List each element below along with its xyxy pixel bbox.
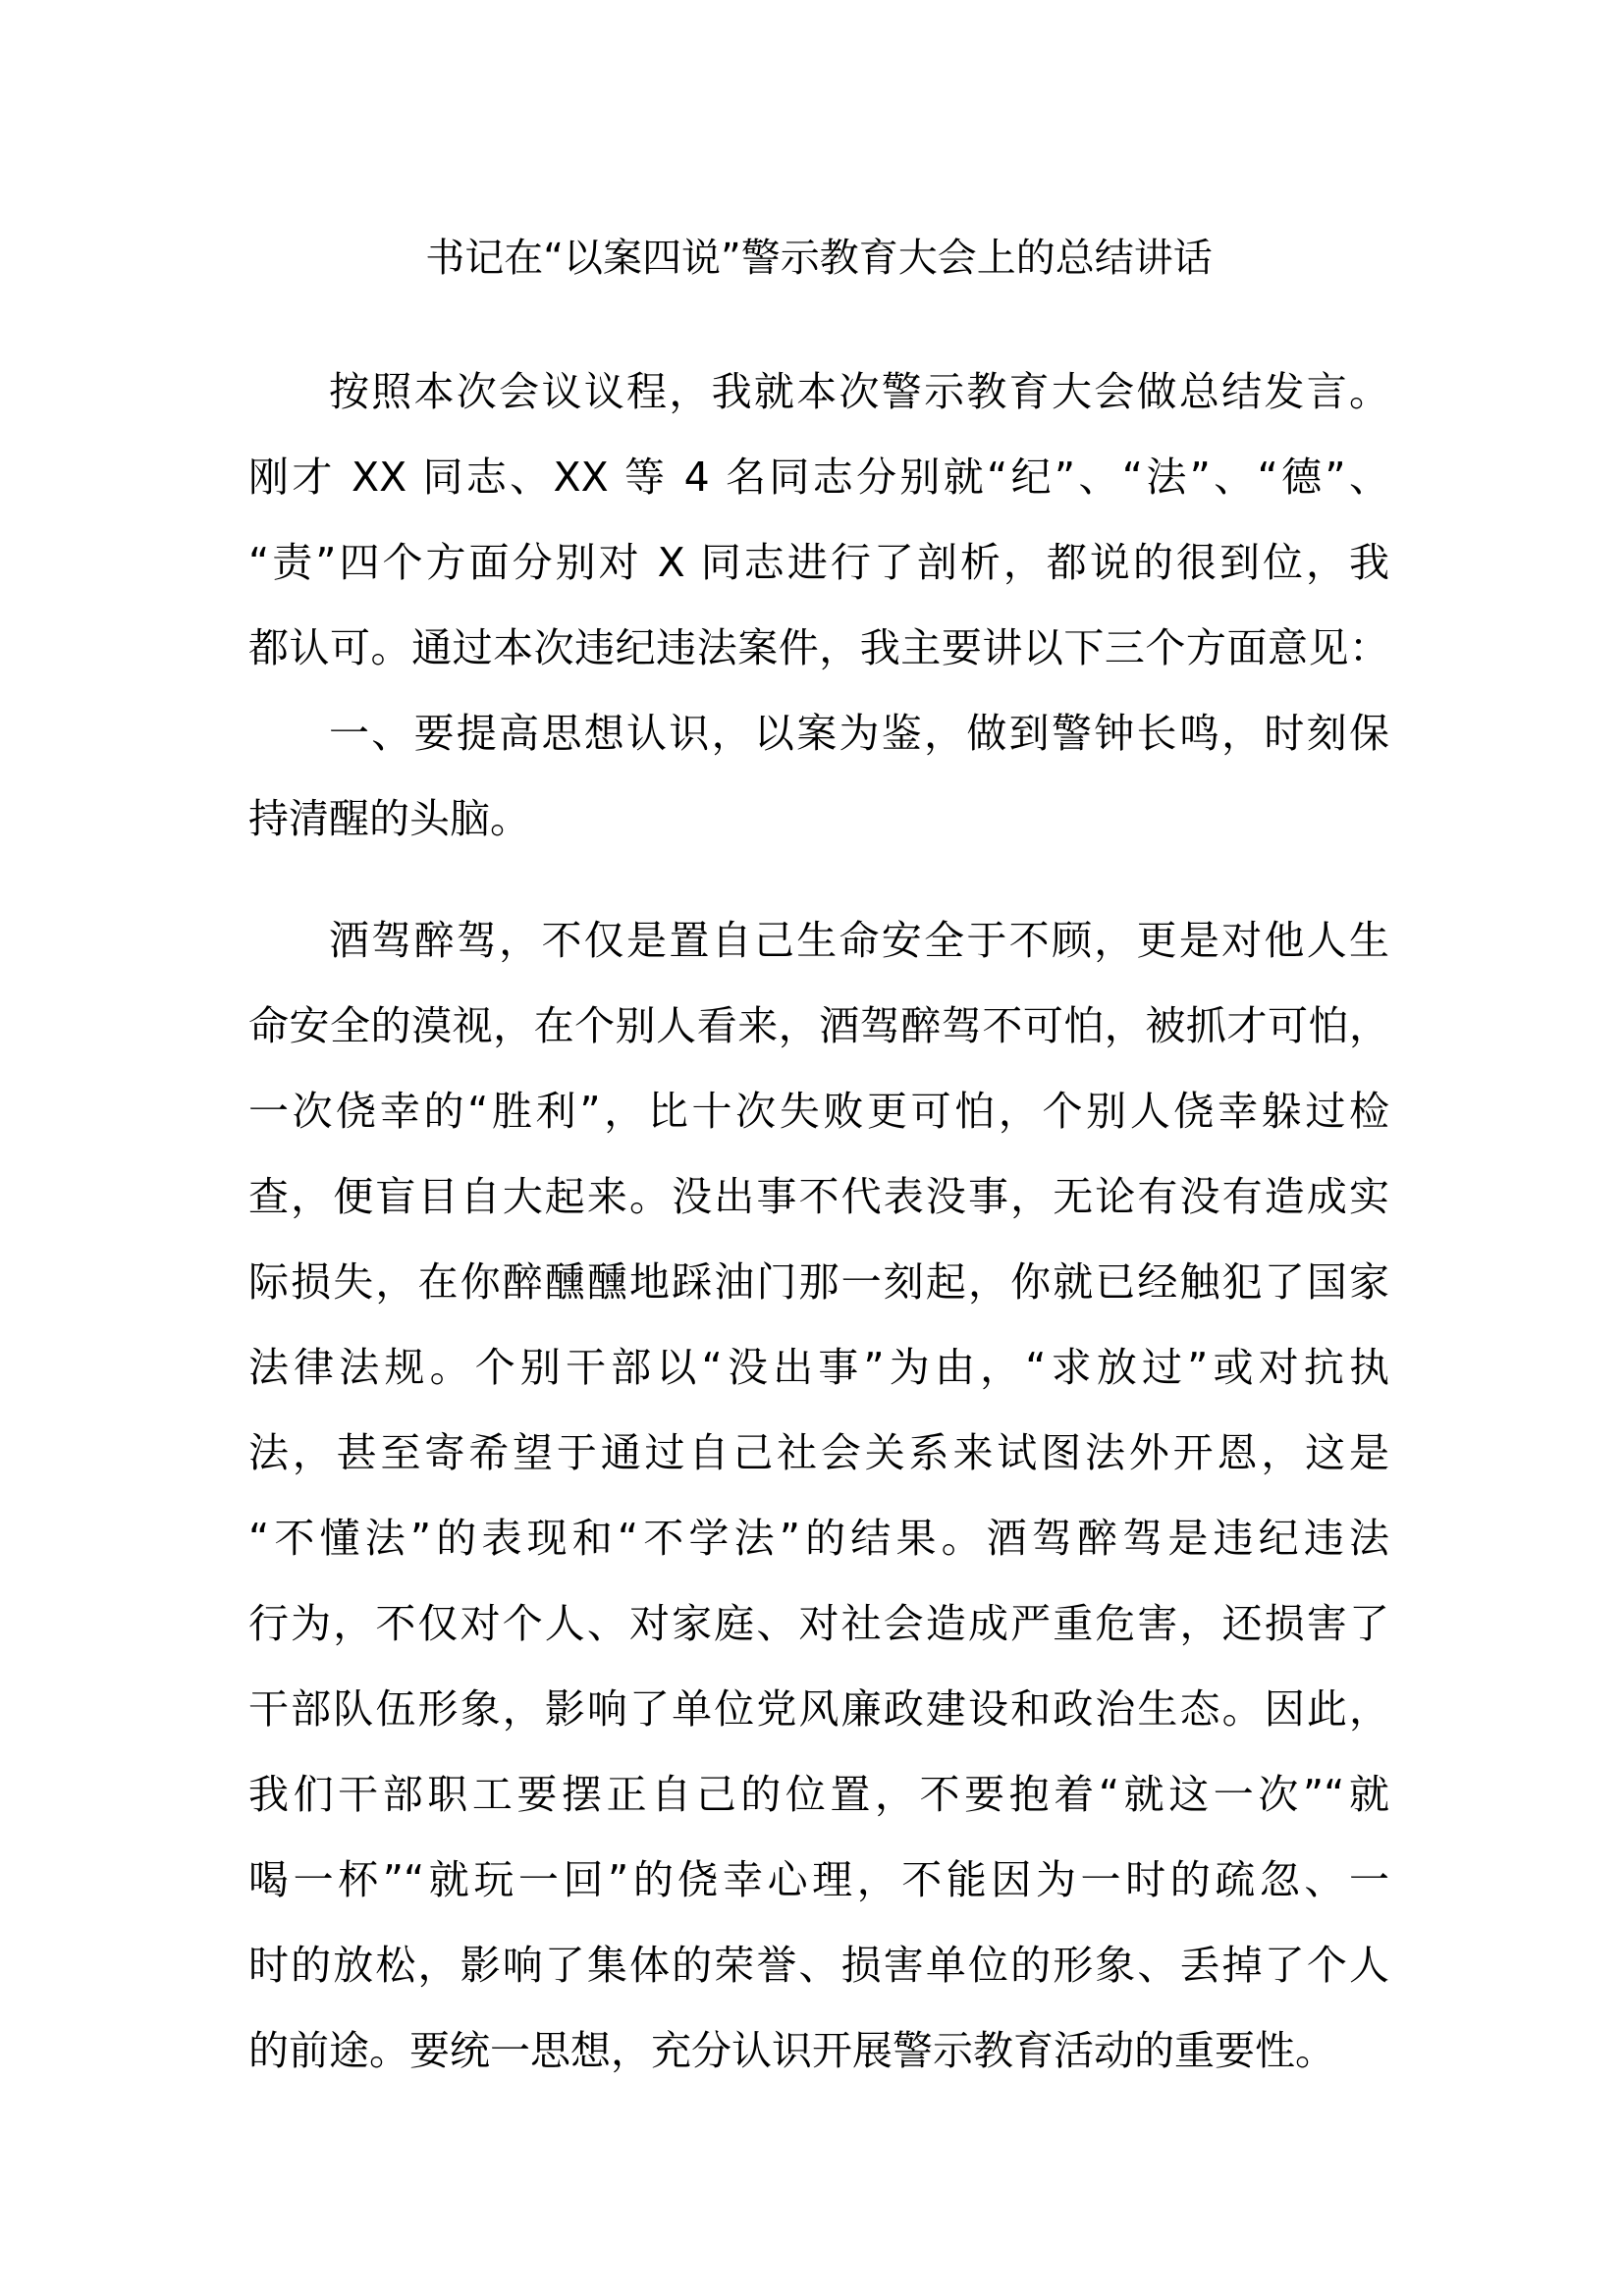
- paragraph-line: 我们干部职工要摆正自己的位置，不要抱着“就这一次”“就: [248, 1771, 1389, 1818]
- paragraph-line: 法律法规。个别干部以“没出事”为由，“求放过”或对抗执: [248, 1344, 1389, 1391]
- paragraph-line: 查，便盲目自大起来。没出事不代表没事，无论有没有造成实: [248, 1173, 1389, 1220]
- paragraph-line: 干部队伍形象，影响了单位党风廉政建设和政治生态。因此，: [248, 1685, 1389, 1733]
- paragraph-line: “责”四个方面分别对 X 同志进行了剖析，都说的很到位，我: [248, 539, 1389, 586]
- paragraph-line: 的前途。要统一思想，充分认识开展警示教育活动的重要性。: [248, 2027, 1335, 2074]
- paragraph-line: “不懂法”的表现和“不学法”的结果。酒驾醉驾是违纪违法: [248, 1515, 1389, 1562]
- paragraph-line: 都认可。通过本次违纪违法案件，我主要讲以下三个方面意见：: [248, 624, 1389, 671]
- document-title: 书记在“以案四说”警示教育大会上的总结讲话: [425, 236, 1213, 281]
- paragraph-line: 酒驾醉驾，不仅是置自己生命安全于不顾，更是对他人生: [329, 917, 1389, 964]
- paragraph-line: 时的放松，影响了集体的荣誉、损害单位的形象、丢掉了个人: [248, 1942, 1389, 1989]
- paragraph-drunk-driving: [248, 898, 1389, 2094]
- paragraph-line: 刚才 XX 同志、XX 等 4 名同志分别就“纪”、“法”、“德”、: [248, 454, 1389, 501]
- paragraph-intro: [248, 349, 1389, 691]
- paragraph-line: 喝一杯”“就玩一回”的侥幸心理，不能因为一时的疏忽、一: [248, 1856, 1389, 1903]
- heading-line: 一、要提高思想认识，以案为鉴，做到警钟长鸣，时刻保: [329, 710, 1389, 757]
- paragraph-line: 际损失，在你醉醺醺地踩油门那一刻起，你就已经触犯了国家: [248, 1258, 1389, 1306]
- document-body: [248, 349, 1389, 2094]
- paragraph-line: 命安全的漠视，在个别人看来，酒驾醉驾不可怕，被抓才可怕，: [248, 1002, 1389, 1049]
- section-heading-1: [248, 691, 1389, 862]
- paragraph-line: 行为，不仅对个人、对家庭、对社会造成严重危害，还损害了: [248, 1600, 1389, 1647]
- paragraph-line: 按照本次会议议程，我就本次警示教育大会做总结发言。: [329, 368, 1389, 415]
- paragraph-line: 一次侥幸的“胜利”，比十次失败更可怕，个别人侥幸躲过检: [248, 1088, 1389, 1135]
- paragraph-line: 法，甚至寄希望于通过自己社会关系来试图法外开恩，这是: [248, 1429, 1389, 1476]
- heading-line: 持清醒的头脑。: [248, 795, 530, 842]
